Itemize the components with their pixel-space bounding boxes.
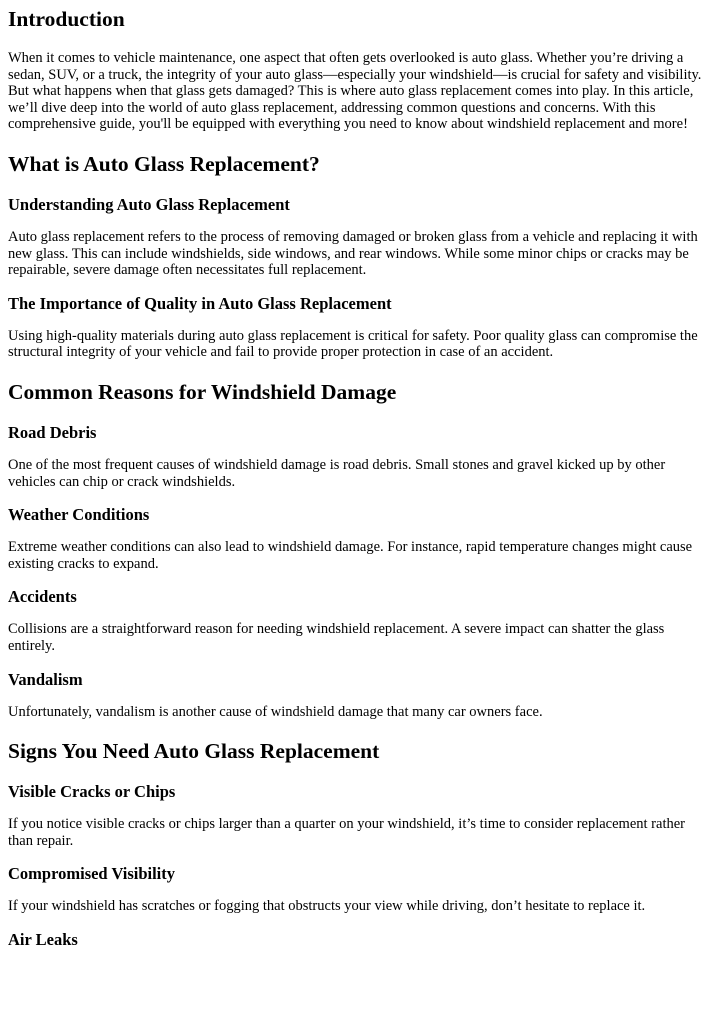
subheading-vandalism: Vandalism bbox=[8, 669, 83, 689]
subheading-compromised-visibility: Compromised Visibility bbox=[8, 864, 176, 884]
weather-conditions-paragraph: Extreme weather conditions can also lead to windshield damage. For instance, rapid temperature changes might cause existing cracks to expand. bbox=[8, 539, 693, 572]
heading-what-is-auto-glass-replacement: What is Auto Glass Replacement? bbox=[8, 151, 320, 176]
compromised-visibility-paragraph: If your windshield has scratches or fogging that obstructs your view while driving, don’t hesitate to replace it. bbox=[8, 898, 646, 915]
heading-introduction: Introduction bbox=[8, 7, 125, 31]
understanding-paragraph: Auto glass replacement refers to the process of removing damaged or broken glass from a vehicle and replacing it with new glass. This can include windshields, side windows, and rear windows. While some minor chips or cracks may be repairable, severe damage often necessitates full replacement. bbox=[8, 228, 698, 279]
subheading-accidents: Accidents bbox=[8, 587, 77, 607]
road-debris-paragraph: One of the most frequent causes of windshield damage is road debris. Small stones and gravel kicked up by other vehicles can chip or crack windshields. bbox=[8, 456, 666, 490]
introduction-paragraph: When it comes to vehicle maintenance, one aspect that often gets overlooked is auto glass. Whether you’re driving a sedan, SUV, or a truck, the integrity of your auto glass—especially your windshield—is crucial for safety and visibility. But what happens when that glass gets damaged? This is where auto glass replacement comes into play. In this article, we’ll dive deep into the world of auto glass replacement, addressing common questions and concerns. With this comprehensive guide, you'll be equipped with everything you need to know about windshield replacement and more! bbox=[8, 50, 702, 133]
subheading-understanding: Understanding Auto Glass Replacement bbox=[8, 194, 290, 214]
subheading-weather-conditions: Weather Conditions bbox=[8, 505, 150, 525]
subheading-air-leaks: Air Leaks bbox=[8, 929, 78, 949]
heading-signs-you-need-replacement: Signs You Need Auto Glass Replacement bbox=[8, 739, 380, 764]
vandalism-paragraph: Unfortunately, vandalism is another cause of windshield damage that many car owners face. bbox=[8, 703, 543, 720]
importance-paragraph: Using high-quality materials during auto glass replacement is critical for safety. Poor quality glass can compromise the structural integrity of your vehicle and fail to provide proper protection in case of an accident. bbox=[8, 327, 698, 361]
subheading-road-debris: Road Debris bbox=[8, 422, 97, 442]
heading-common-reasons: Common Reasons for Windshield Damage bbox=[8, 379, 397, 404]
subheading-visible-cracks: Visible Cracks or Chips bbox=[8, 782, 176, 802]
visible-cracks-paragraph: If you notice visible cracks or chips larger than a quarter on your windshield, it’s time to consider replacement rather than repair. bbox=[8, 816, 685, 849]
subheading-importance-of-quality: The Importance of Quality in Auto Glass Replacement bbox=[8, 293, 392, 313]
accidents-paragraph: Collisions are a straightforward reason for needing windshield replacement. A severe impact can shatter the glass entirely. bbox=[8, 621, 665, 654]
